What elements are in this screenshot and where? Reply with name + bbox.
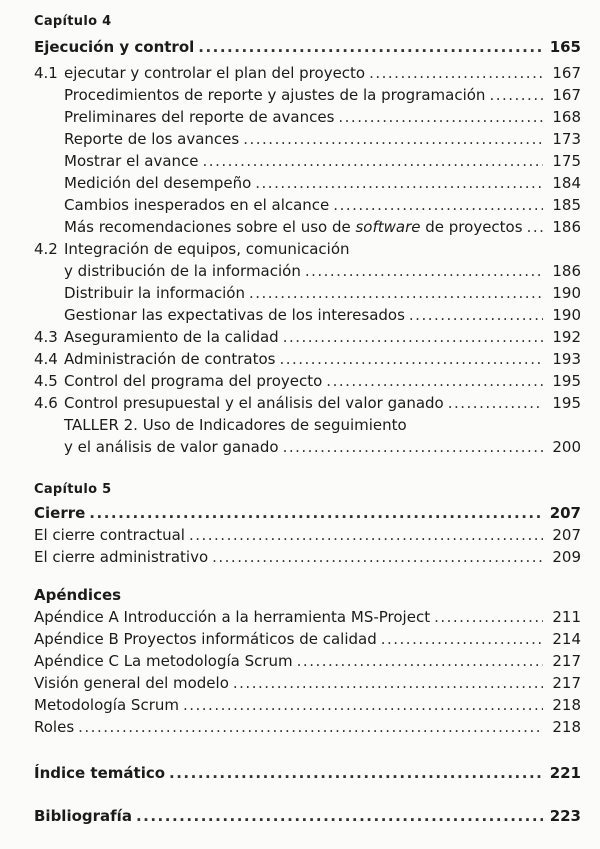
dot-leader xyxy=(305,260,543,282)
entry-text: Cambios inesperados en el alcance xyxy=(64,196,330,214)
page-number: 217 xyxy=(552,674,581,692)
page-number: 192 xyxy=(552,328,581,346)
entry-text: Administración de contratos xyxy=(64,350,276,368)
toc-entry[interactable] xyxy=(34,128,581,150)
toc-entry-4-1[interactable] xyxy=(34,62,581,84)
toc-entry[interactable] xyxy=(34,606,581,628)
entry-text: Medición del desempeño xyxy=(64,174,252,192)
dot-leader xyxy=(243,128,543,150)
entry-text: Aseguramiento de la calidad xyxy=(64,328,279,346)
chapter-title: Cierre xyxy=(34,504,86,522)
toc-entry[interactable] xyxy=(34,216,581,238)
toc-entry[interactable] xyxy=(34,194,581,216)
entry-text: Apéndice C La metodología Scrum xyxy=(34,652,293,670)
entry-text: Control del programa del proyecto xyxy=(64,372,323,390)
toc-entry-taller-2[interactable] xyxy=(34,414,581,436)
page-number: 190 xyxy=(552,306,581,324)
page-number: 200 xyxy=(552,438,581,456)
toc-entry[interactable] xyxy=(34,694,581,716)
entry-text: Mostrar el avance xyxy=(64,152,199,170)
section-number: 4.4 xyxy=(34,350,58,368)
entry-text: Integración de equipos, comunicación xyxy=(64,240,350,258)
dot-leader xyxy=(297,650,543,672)
page-number: 223 xyxy=(549,807,581,825)
page-number: 217 xyxy=(552,652,581,670)
toc-entry[interactable] xyxy=(34,672,581,694)
entry-text: Roles xyxy=(34,718,75,736)
entry-text: Preliminares del reporte de avances xyxy=(64,108,335,126)
page-number: 165 xyxy=(549,38,581,56)
section-number: 4.2 xyxy=(34,240,58,258)
bibliography-row[interactable] xyxy=(34,805,581,827)
dot-leader xyxy=(489,84,543,106)
bibliography-title: Bibliografía xyxy=(34,807,132,825)
toc-entry[interactable] xyxy=(34,172,581,194)
page-number: 218 xyxy=(552,718,581,736)
page-number: 185 xyxy=(552,196,581,214)
entry-text: Más recomendaciones sobre el uso de software de proyectos xyxy=(64,218,523,236)
entry-text: y distribución de la información xyxy=(64,262,301,280)
toc-entry-4-2[interactable] xyxy=(34,238,581,260)
entry-text: Visión general del modelo xyxy=(34,674,229,692)
page-number: 193 xyxy=(552,350,581,368)
dot-leader xyxy=(333,194,543,216)
entry-text: Metodología Scrum xyxy=(34,696,179,714)
entry-text: Distribuir la información xyxy=(64,284,245,302)
dot-leader xyxy=(409,304,543,326)
dot-leader xyxy=(233,672,543,694)
toc-entry[interactable] xyxy=(34,716,581,738)
dot-leader xyxy=(249,282,543,304)
dot-leader xyxy=(183,694,543,716)
toc-entry[interactable] xyxy=(34,150,581,172)
toc-entry-continuation[interactable] xyxy=(34,436,581,458)
page-number: 168 xyxy=(552,108,581,126)
page-number: 175 xyxy=(552,152,581,170)
entry-text: El cierre contractual xyxy=(34,526,185,544)
toc-entry[interactable] xyxy=(34,106,581,128)
dot-leader xyxy=(212,546,543,568)
entry-text: Gestionar las expectativas de los interesados xyxy=(64,306,405,324)
dot-leader xyxy=(89,502,543,524)
section-number: 4.5 xyxy=(34,372,58,390)
toc-entry[interactable] xyxy=(34,84,581,106)
dot-leader xyxy=(283,436,543,458)
dot-leader xyxy=(78,716,543,738)
index-row[interactable] xyxy=(34,762,581,784)
appendices-heading: Apéndices xyxy=(34,586,122,604)
dot-leader xyxy=(338,106,543,128)
section-number: 4.3 xyxy=(34,328,58,346)
page-number: 167 xyxy=(552,64,581,82)
entry-text: TALLER 2. Uso de Indicadores de seguimiento xyxy=(64,416,407,434)
chapter-title: Ejecución y control xyxy=(34,38,195,56)
toc-entry-continuation[interactable] xyxy=(34,260,581,282)
page-number: 173 xyxy=(552,130,581,148)
page-number: 190 xyxy=(552,284,581,302)
entry-text: Apéndice A Introducción a la herramienta MS-Project xyxy=(34,608,431,626)
toc-entry-4-3[interactable] xyxy=(34,326,581,348)
dot-leader xyxy=(527,216,543,238)
dot-leader xyxy=(189,524,543,546)
dot-leader xyxy=(279,348,543,370)
page-number: 167 xyxy=(552,86,581,104)
entry-text: El cierre administrativo xyxy=(34,548,209,566)
toc-entry[interactable] xyxy=(34,304,581,326)
section-number: 4.6 xyxy=(34,394,58,412)
page-number: 186 xyxy=(552,262,581,280)
dot-leader xyxy=(381,628,543,650)
dot-leader xyxy=(434,606,543,628)
entry-text: Control presupuestal y el análisis del valor ganado xyxy=(64,394,444,412)
page-number: 211 xyxy=(552,608,581,626)
dot-leader xyxy=(169,762,543,784)
dot-leader xyxy=(198,36,543,58)
section-number: 4.1 xyxy=(34,64,58,82)
entry-text: y el análisis de valor ganado xyxy=(64,438,279,456)
dot-leader xyxy=(326,370,543,392)
chapter-5-title-row[interactable] xyxy=(34,502,581,524)
dot-leader xyxy=(369,62,543,84)
toc-entry[interactable] xyxy=(34,628,581,650)
dot-leader xyxy=(136,805,543,827)
dot-leader xyxy=(203,150,543,172)
toc-entry[interactable] xyxy=(34,546,581,568)
page-number: 214 xyxy=(552,630,581,648)
chapter-5-label: Capítulo 5 xyxy=(34,482,112,497)
entry-text: Reporte de los avances xyxy=(64,130,240,148)
toc-entry-4-6[interactable] xyxy=(34,392,581,414)
page-number: 207 xyxy=(549,504,581,522)
chapter-4-label: Capítulo 4 xyxy=(34,14,112,29)
index-title: Índice temático xyxy=(34,764,166,782)
chapter-4-title-row[interactable] xyxy=(34,36,581,58)
page-number: 195 xyxy=(552,394,581,412)
page-number: 186 xyxy=(552,218,581,236)
page-number: 184 xyxy=(552,174,581,192)
dot-leader xyxy=(448,392,543,414)
entry-text: Apéndice B Proyectos informáticos de calidad xyxy=(34,630,377,648)
page-number: 209 xyxy=(552,548,581,566)
entry-text: ejecutar y controlar el plan del proyecto xyxy=(64,64,366,82)
toc-entry-4-5[interactable] xyxy=(34,370,581,392)
entry-text: Procedimientos de reporte y ajustes de la programación xyxy=(64,86,486,104)
toc-entry[interactable] xyxy=(34,650,581,672)
dot-leader xyxy=(283,326,543,348)
page-number: 218 xyxy=(552,696,581,714)
page-number: 195 xyxy=(552,372,581,390)
toc-entry[interactable] xyxy=(34,282,581,304)
toc-entry-4-4[interactable] xyxy=(34,348,581,370)
page-number: 221 xyxy=(549,764,581,782)
toc-entry[interactable] xyxy=(34,524,581,546)
dot-leader xyxy=(255,172,543,194)
page-number: 207 xyxy=(552,526,581,544)
